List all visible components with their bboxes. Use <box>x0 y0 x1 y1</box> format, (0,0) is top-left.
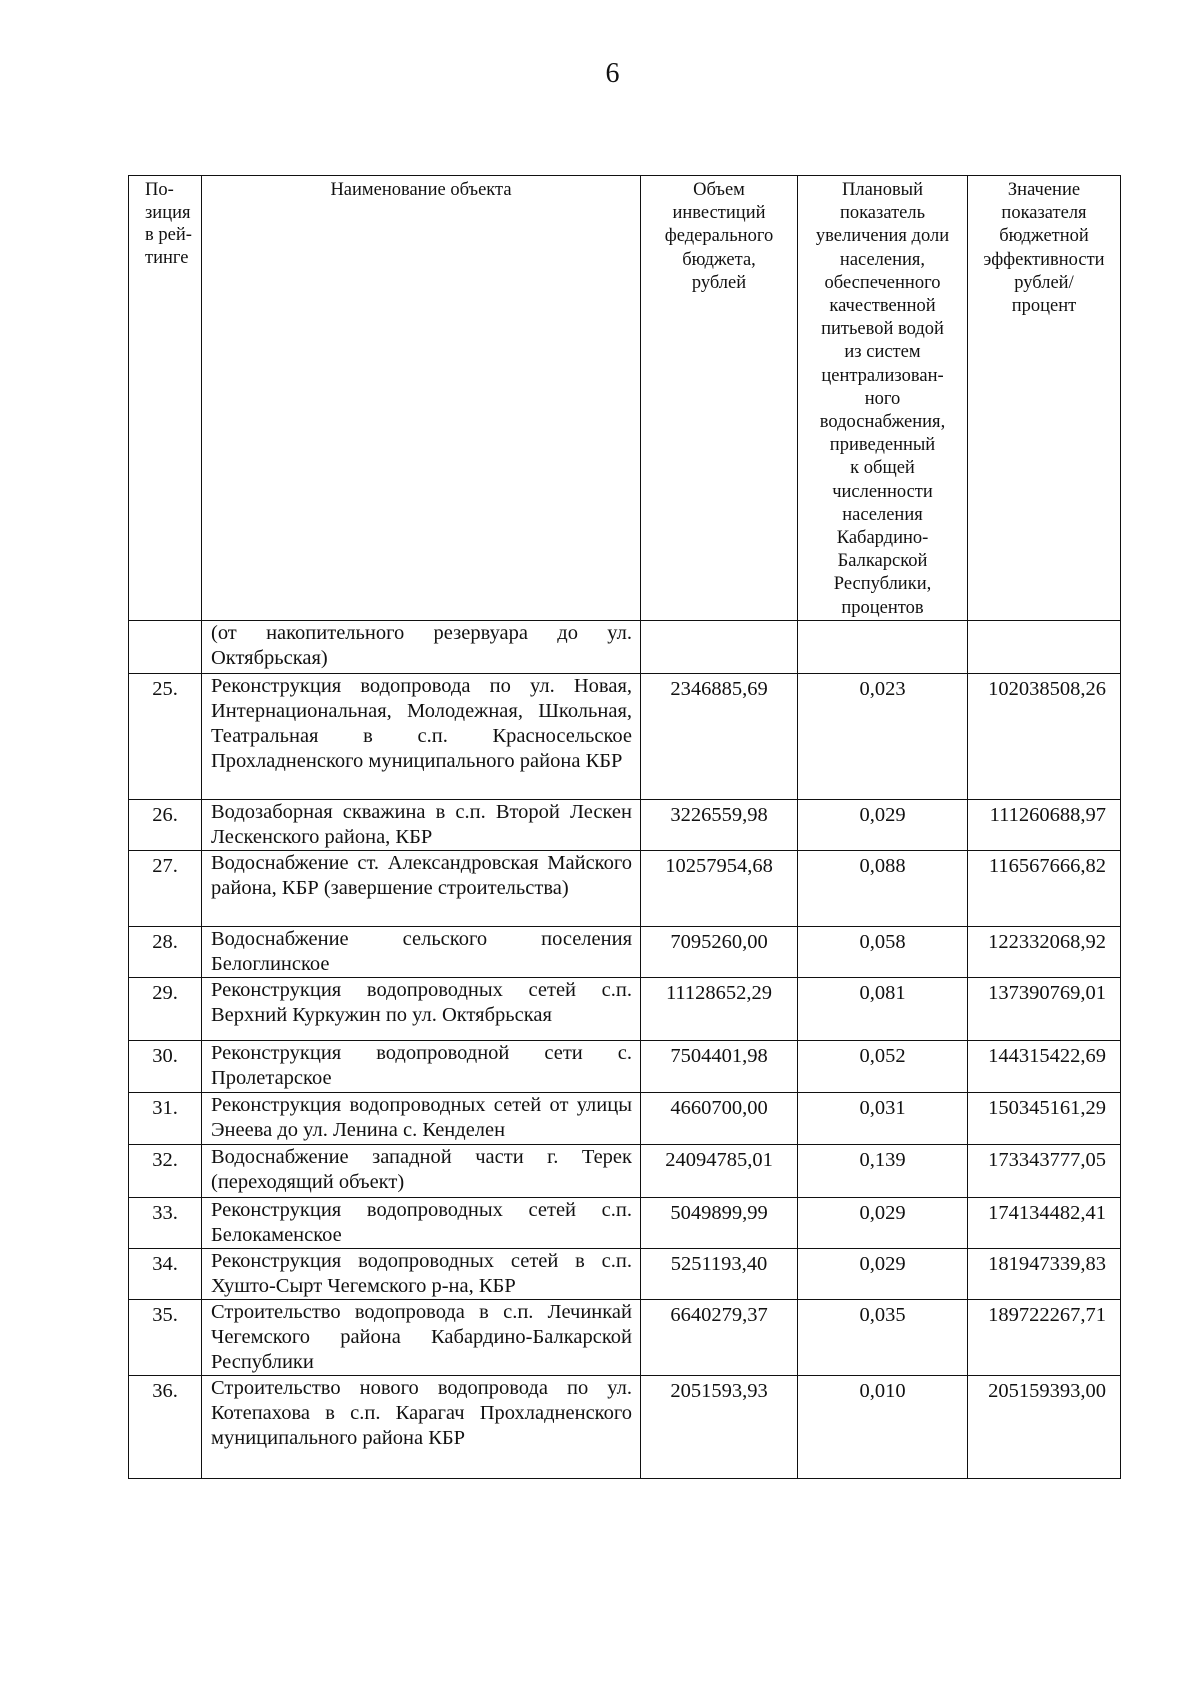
cell-efficiency: 102038508,26 <box>968 673 1121 799</box>
page-number: 6 <box>605 58 620 89</box>
cell-efficiency: 174134482,41 <box>968 1197 1121 1248</box>
cell-position: 32. <box>129 1144 202 1197</box>
table-row <box>129 1144 1121 1197</box>
table-row <box>129 850 1121 926</box>
cell-planned-share: 0,029 <box>798 799 968 850</box>
table-row <box>129 1197 1121 1248</box>
cell-object-name: Водоснабжение ст. Александровская Майского района, КБР (завершение строительства) <box>202 850 641 926</box>
header-investment <box>641 176 798 621</box>
cell-position: 33. <box>129 1197 202 1248</box>
cell-efficiency: 173343777,05 <box>968 1144 1121 1197</box>
cell-efficiency: 189722267,71 <box>968 1299 1121 1375</box>
table-row <box>129 799 1121 850</box>
cell-position: 31. <box>129 1092 202 1144</box>
cell-planned-share: 0,058 <box>798 926 968 977</box>
cell-investment: 11128652,29 <box>641 977 798 1040</box>
cell-planned-share: 0,029 <box>798 1197 968 1248</box>
cell-investment: 7095260,00 <box>641 926 798 977</box>
table-row <box>129 1299 1121 1375</box>
cell-planned-share: 0,010 <box>798 1375 968 1478</box>
header-position-label: По- зиция в рей- тинге <box>145 180 192 268</box>
cell-investment: 2346885,69 <box>641 673 798 799</box>
cell-planned-share: 0,139 <box>798 1144 968 1197</box>
cell-position: 34. <box>129 1248 202 1299</box>
cell-efficiency: 122332068,92 <box>968 926 1121 977</box>
cell-investment: 10257954,68 <box>641 850 798 926</box>
cell-investment: 6640279,37 <box>641 1299 798 1375</box>
table-row <box>129 1092 1121 1144</box>
cell-planned-share <box>798 620 968 673</box>
header-planned-label: Плановый показатель увеличения доли населения, обеспеченного качественной питьевой водой из систем централизован- ного водоснабжения, приведенный к общей численности населения Кабардино- Балкарской Республики, процентов <box>815 180 950 618</box>
header-investment-label: Объем инвестиций федерального бюджета, рублей <box>664 180 774 293</box>
cell-efficiency: 205159393,00 <box>968 1375 1121 1478</box>
header-name-label: Наименование объекта <box>330 180 512 200</box>
header-efficiency-label: Значение показателя бюджетной эффективности рублей/ процент <box>983 180 1105 317</box>
cell-efficiency: 144315422,69 <box>968 1040 1121 1092</box>
cell-efficiency <box>968 620 1121 673</box>
cell-object-name: Реконструкция водопроводных сетей с.п. Белокаменское <box>202 1197 641 1248</box>
table-row <box>129 1040 1121 1092</box>
table-row <box>129 926 1121 977</box>
cell-position: 28. <box>129 926 202 977</box>
table-body <box>129 620 1121 1478</box>
cell-object-name: Реконструкция водопроводных сетей от улицы Энеева до ул. Ленина с. Кенделен <box>202 1092 641 1144</box>
cell-object-name: (от накопительного резервуара до ул. Октябрьская) <box>202 620 641 673</box>
cell-planned-share: 0,081 <box>798 977 968 1040</box>
table-row <box>129 620 1121 673</box>
cell-object-name: Водоснабжение сельского поселения Белоглинское <box>202 926 641 977</box>
cell-position: 30. <box>129 1040 202 1092</box>
cell-planned-share: 0,029 <box>798 1248 968 1299</box>
cell-investment: 5049899,99 <box>641 1197 798 1248</box>
cell-investment: 3226559,98 <box>641 799 798 850</box>
cell-planned-share: 0,023 <box>798 673 968 799</box>
cell-object-name: Водоснабжение западной части г. Терек (переходящий объект) <box>202 1144 641 1197</box>
cell-investment <box>641 620 798 673</box>
cell-position: 26. <box>129 799 202 850</box>
cell-investment: 4660700,00 <box>641 1092 798 1144</box>
cell-investment: 5251193,40 <box>641 1248 798 1299</box>
cell-object-name: Реконструкция водопровода по ул. Новая, Интернациональная, Молодежная, Школьная, Театральная в с.п. Красносельское Прохладненского муниципального района КБР <box>202 673 641 799</box>
header-efficiency <box>968 176 1121 621</box>
cell-position: 29. <box>129 977 202 1040</box>
table-row <box>129 1248 1121 1299</box>
cell-object-name: Реконструкция водопроводных сетей в с.п. Хушто-Сырт Чегемского р-на, КБР <box>202 1248 641 1299</box>
cell-position: 36. <box>129 1375 202 1478</box>
cell-planned-share: 0,052 <box>798 1040 968 1092</box>
cell-planned-share: 0,088 <box>798 850 968 926</box>
table-row <box>129 673 1121 799</box>
cell-efficiency: 181947339,83 <box>968 1248 1121 1299</box>
cell-efficiency: 150345161,29 <box>968 1092 1121 1144</box>
cell-position <box>129 620 202 673</box>
cell-investment: 2051593,93 <box>641 1375 798 1478</box>
cell-position: 35. <box>129 1299 202 1375</box>
cell-object-name: Реконструкция водопроводной сети с. Пролетарское <box>202 1040 641 1092</box>
cell-object-name: Строительство водопровода в с.п. Лечинкай Чегемского района Кабардино-Балкарской Республики <box>202 1299 641 1375</box>
table-row <box>129 977 1121 1040</box>
cell-object-name: Реконструкция водопроводных сетей с.п. Верхний Куркужин по ул. Октябрьская <box>202 977 641 1040</box>
cell-object-name: Водозаборная скважина в с.п. Второй Лескен Лескенского района, КБР <box>202 799 641 850</box>
cell-efficiency: 111260688,97 <box>968 799 1121 850</box>
header-name <box>202 176 641 621</box>
cell-planned-share: 0,035 <box>798 1299 968 1375</box>
table-row <box>129 1375 1121 1478</box>
header-position <box>129 176 202 621</box>
header-planned <box>798 176 968 621</box>
cell-efficiency: 116567666,82 <box>968 850 1121 926</box>
cell-investment: 24094785,01 <box>641 1144 798 1197</box>
cell-position: 27. <box>129 850 202 926</box>
cell-efficiency: 137390769,01 <box>968 977 1121 1040</box>
rating-table <box>128 175 1121 1479</box>
cell-planned-share: 0,031 <box>798 1092 968 1144</box>
cell-position: 25. <box>129 673 202 799</box>
cell-object-name: Строительство нового водопровода по ул. Котепахова в с.п. Карагач Прохладненского муниципального района КБР <box>202 1375 641 1478</box>
header-row <box>129 176 1121 621</box>
cell-investment: 7504401,98 <box>641 1040 798 1092</box>
